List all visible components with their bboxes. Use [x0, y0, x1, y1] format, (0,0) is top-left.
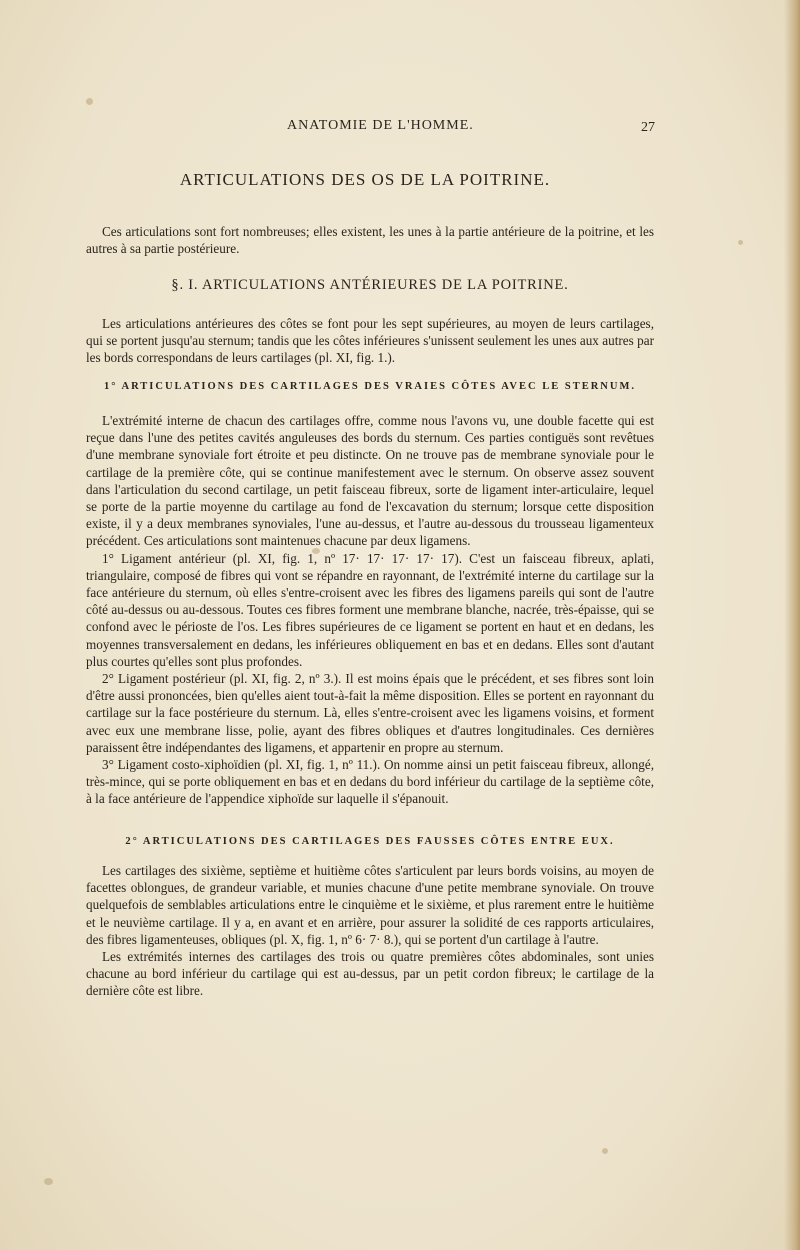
section-intro-block: [86, 315, 654, 367]
intro-paragraph: Ces articulations sont fort nombreuses; elles existent, les unes à la partie antérieure de la poitrine, et les autres à sa partie postérieure.: [86, 224, 654, 257]
page-title: ARTICULATIONS DES OS DE LA POITRINE.: [179, 170, 551, 189]
foxing-spot: [44, 1178, 53, 1185]
section-intro-paragraph: Les articulations antérieures des côtes se font pour les sept supérieures, au moyen de leurs cartilages, qui se portent jusqu'au sternum; tandis que les côtes inférieures s'unissent seulement les unes aux autres par les bords correspondans de leurs cartilages (pl. XI, fig. 1.).: [86, 316, 654, 366]
subsection-heading-fausses-cotes: 2° ARTICULATIONS DES CARTILAGES DES FAUSSES CÔTES ENTRE EUX.: [125, 836, 615, 847]
subsection-heading-vraies-cotes: 1° ARTICULATIONS DES CARTILAGES DES VRAIES CÔTES AVEC LE STERNUM.: [104, 381, 636, 392]
paragraph-ligament-costo-xiphoidien: 3° Ligament costo-xiphoïdien (pl. XI, fig. 1, nº 11.). On nomme ainsi un petit faisceau fibreux, allongé, très-mince, qui se porte obliquement en bas et en dedans du bord inférieur du cartilage de la septième côte, à la face antérieure de l'appendice xiphoïde sur laquelle il s'épanouit.: [86, 757, 654, 807]
paragraph: Les cartilages des sixième, septième et huitième côtes s'articulent par leurs bords voisins, au moyen de facettes oblongues, de grandeur variable, et munies chacune d'une petite membrane synoviale. On trouve quelquefois de semblables articulations entre le cinquième et le sixième, et plus rarement entre le huitième et le neuvième cartilage. Il y a, en avant et en arrière, pour assurer la solidité de ces rapports articulaires, des fibres ligamenteuses, obliques (pl. X, fig. 1, nº 6· 7· 8.), qui se portent d'un cartilage à l'autre.: [86, 863, 654, 947]
foxing-spot: [86, 98, 93, 105]
page-edge: [784, 0, 800, 1250]
paragraph-ligament-anterieur: 1° Ligament antérieur (pl. XI, fig. 1, nº 17· 17· 17· 17· 17). C'est un faisceau fibreux, aplati, triangulaire, composé de fibres qui vont se répandre en rayonnant, de l'extrémité interne du cartilage sur la face antérieure du sternum, où elles s'entre-croisent avec les fibres des ligamens pareils qui sont de l'autre côté au-dessus ou au-dessous. Toutes ces fibres forment une membrane blanche, nacrée, très-épaisse, qui se confond avec le périoste de l'os. Les fibres supérieures de ce ligament se portent en haut et en dedans, les moyennes transversalement en dedans, les inférieures obliquement en bas et en dedans. Elles sont d'autant plus courtes qu'elles sont plus profondes.: [86, 550, 654, 669]
paragraph: Les extrémités internes des cartilages des trois ou quatre premières côtes abdominales, sont unies chacune au bord inférieur du cartilage qui est au-dessus, par un petit cordon fibreux; le cartilage de la dernière côte est libre.: [86, 949, 654, 999]
subsection-body-vraies-cotes: [86, 412, 654, 808]
page-number: 27: [641, 120, 655, 135]
subsection-body-fausses-cotes: [86, 862, 654, 1000]
intro-block: [86, 223, 654, 257]
foxing-spot: [602, 1148, 608, 1154]
paragraph: L'extrémité interne de chacun des cartilages offre, comme nous l'avons vu, une double facette qui est reçue dans l'une des petites cavités anguleuses des bords du sternum. Ces parties contiguës sont revêtues d'une membrane synoviale fort étroite et peu distincte. On ne trouve pas de membrane synoviale pour le cartilage de la première côte, qui se continue manifestement avec le sternum. On observe assez souvent dans l'articulation du second cartilage, un petit faisceau fibreux, sorte de ligament inter-articulaire, lequel se porte de la partie moyenne du cartilage au fond de l'excavation du sternum; lorsque cette disposition existe, il y a deux membranes synoviales, l'une au-dessus, et l'autre au-dessous du trousseau ligamenteux précédent. Ces articulations sont maintenues chacune par deux ligamens.: [86, 413, 654, 549]
paragraph-ligament-posterieur: 2° Ligament postérieur (pl. XI, fig. 2, nº 3.). Il est moins épais que le précédent, et ses fibres sont loin d'être aussi prononcées, bien qu'elles aient tout-à-fait la même disposition. Elles se portent en rayonnant du cartilage sur la face postérieure du sternum. Là, elles s'entre-croisent avec les ligamens voisins, et forment avec eux une membrane lisse, polie, ayant des fibres obliques et d'autres longitudinales. Ces dernières paraissent être indépendantes des ligamens, et appartenir en propre au sternum.: [86, 671, 654, 755]
section-title: §. I. ARTICULATIONS ANTÉRIEURES DE LA POITRINE.: [171, 277, 569, 293]
foxing-spot: [738, 240, 743, 245]
running-title: ANATOMIE DE L'HOMME.: [287, 118, 474, 133]
